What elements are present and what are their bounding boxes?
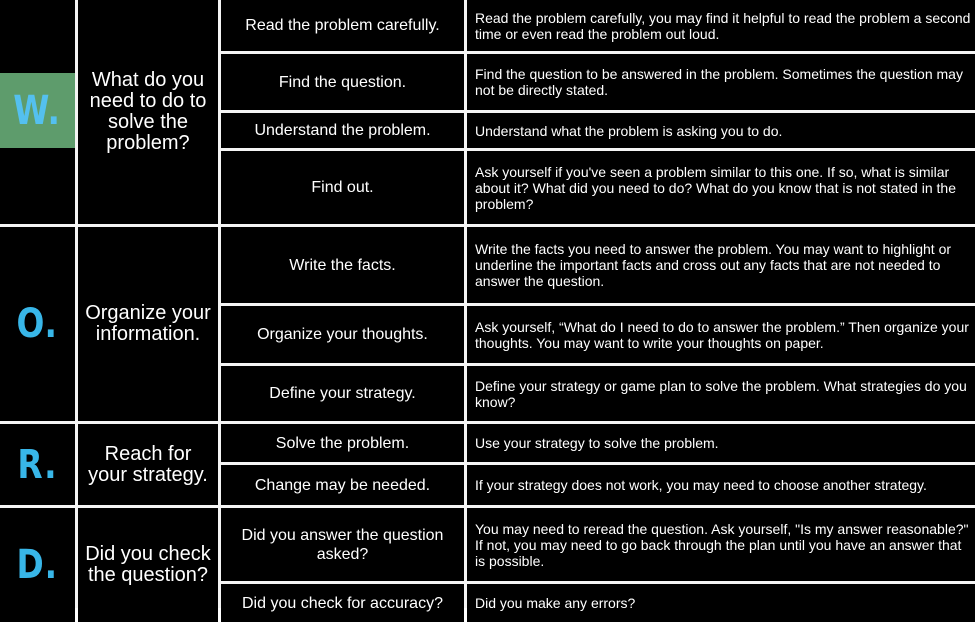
description-find-out: Ask yourself if you've seen a problem similar to this one. If so, what is similar about it? What did you need to do? What do you know that is not stated in the problem? [467, 151, 975, 224]
group-prompt-o: Organize your information. [78, 227, 218, 421]
description-define-strategy: Define your strategy or game plan to solve the problem. What strategies do you know? [467, 366, 975, 421]
step-read-problem: Read the problem carefully. [221, 0, 464, 51]
step-define-strategy: Define your strategy. [221, 366, 464, 421]
letter-cell-r [0, 424, 75, 505]
step-find-question: Find the question. [221, 54, 464, 110]
description-answer-question: You may need to reread the question. Ask yourself, "Is my answer reasonable?" If not, you may need to go back through the plan until you have an answer that is possible. [467, 508, 975, 581]
step-change-needed: Change may be needed. [221, 465, 464, 505]
description-check-accuracy: Did you make any errors? [467, 584, 975, 622]
description-change-needed: If your strategy does not work, you may need to choose another strategy. [467, 465, 975, 505]
description-find-question: Find the question to be answered in the problem. Sometimes the question may not be directly stated. [467, 54, 975, 110]
step-solve-problem: Solve the problem. [221, 424, 464, 462]
step-answer-question: Did you answer the question asked? [221, 508, 464, 581]
letter-cell-d [0, 508, 75, 622]
letter-w: W. [13, 87, 62, 134]
description-organize-thoughts: Ask yourself, “What do I need to do to answer the problem.” Then organize your thoughts. You may want to write your thoughts on paper. [467, 306, 975, 363]
group-prompt-w: What do you need to do to solve the problem? [78, 0, 218, 224]
letter-o: O. [16, 301, 59, 347]
letter-d: D. [16, 542, 59, 588]
step-organize-thoughts: Organize your thoughts. [221, 306, 464, 363]
step-understand-problem: Understand the problem. [221, 113, 464, 148]
letter-highlight [0, 73, 75, 148]
step-find-out: Find out. [221, 151, 464, 224]
description-read-problem: Read the problem carefully, you may find it helpful to read the problem a second time or even read the problem out loud. [467, 0, 975, 51]
step-write-facts: Write the facts. [221, 227, 464, 303]
group-prompt-d: Did you check the question? [78, 508, 218, 622]
description-understand-problem: Understand what the problem is asking you to do. [467, 113, 975, 148]
letter-cell-w [0, 0, 75, 224]
letter-r: R. [17, 441, 58, 488]
group-prompt-r: Reach for your strategy. [78, 424, 218, 505]
description-write-facts: Write the facts you need to answer the problem. You may want to highlight or underline the important facts and cross out any facts that are not needed to answer the question. [467, 227, 975, 303]
letter-cell-o [0, 227, 75, 421]
step-check-accuracy: Did you check for accuracy? [221, 584, 464, 622]
description-solve-problem: Use your strategy to solve the problem. [467, 424, 975, 462]
